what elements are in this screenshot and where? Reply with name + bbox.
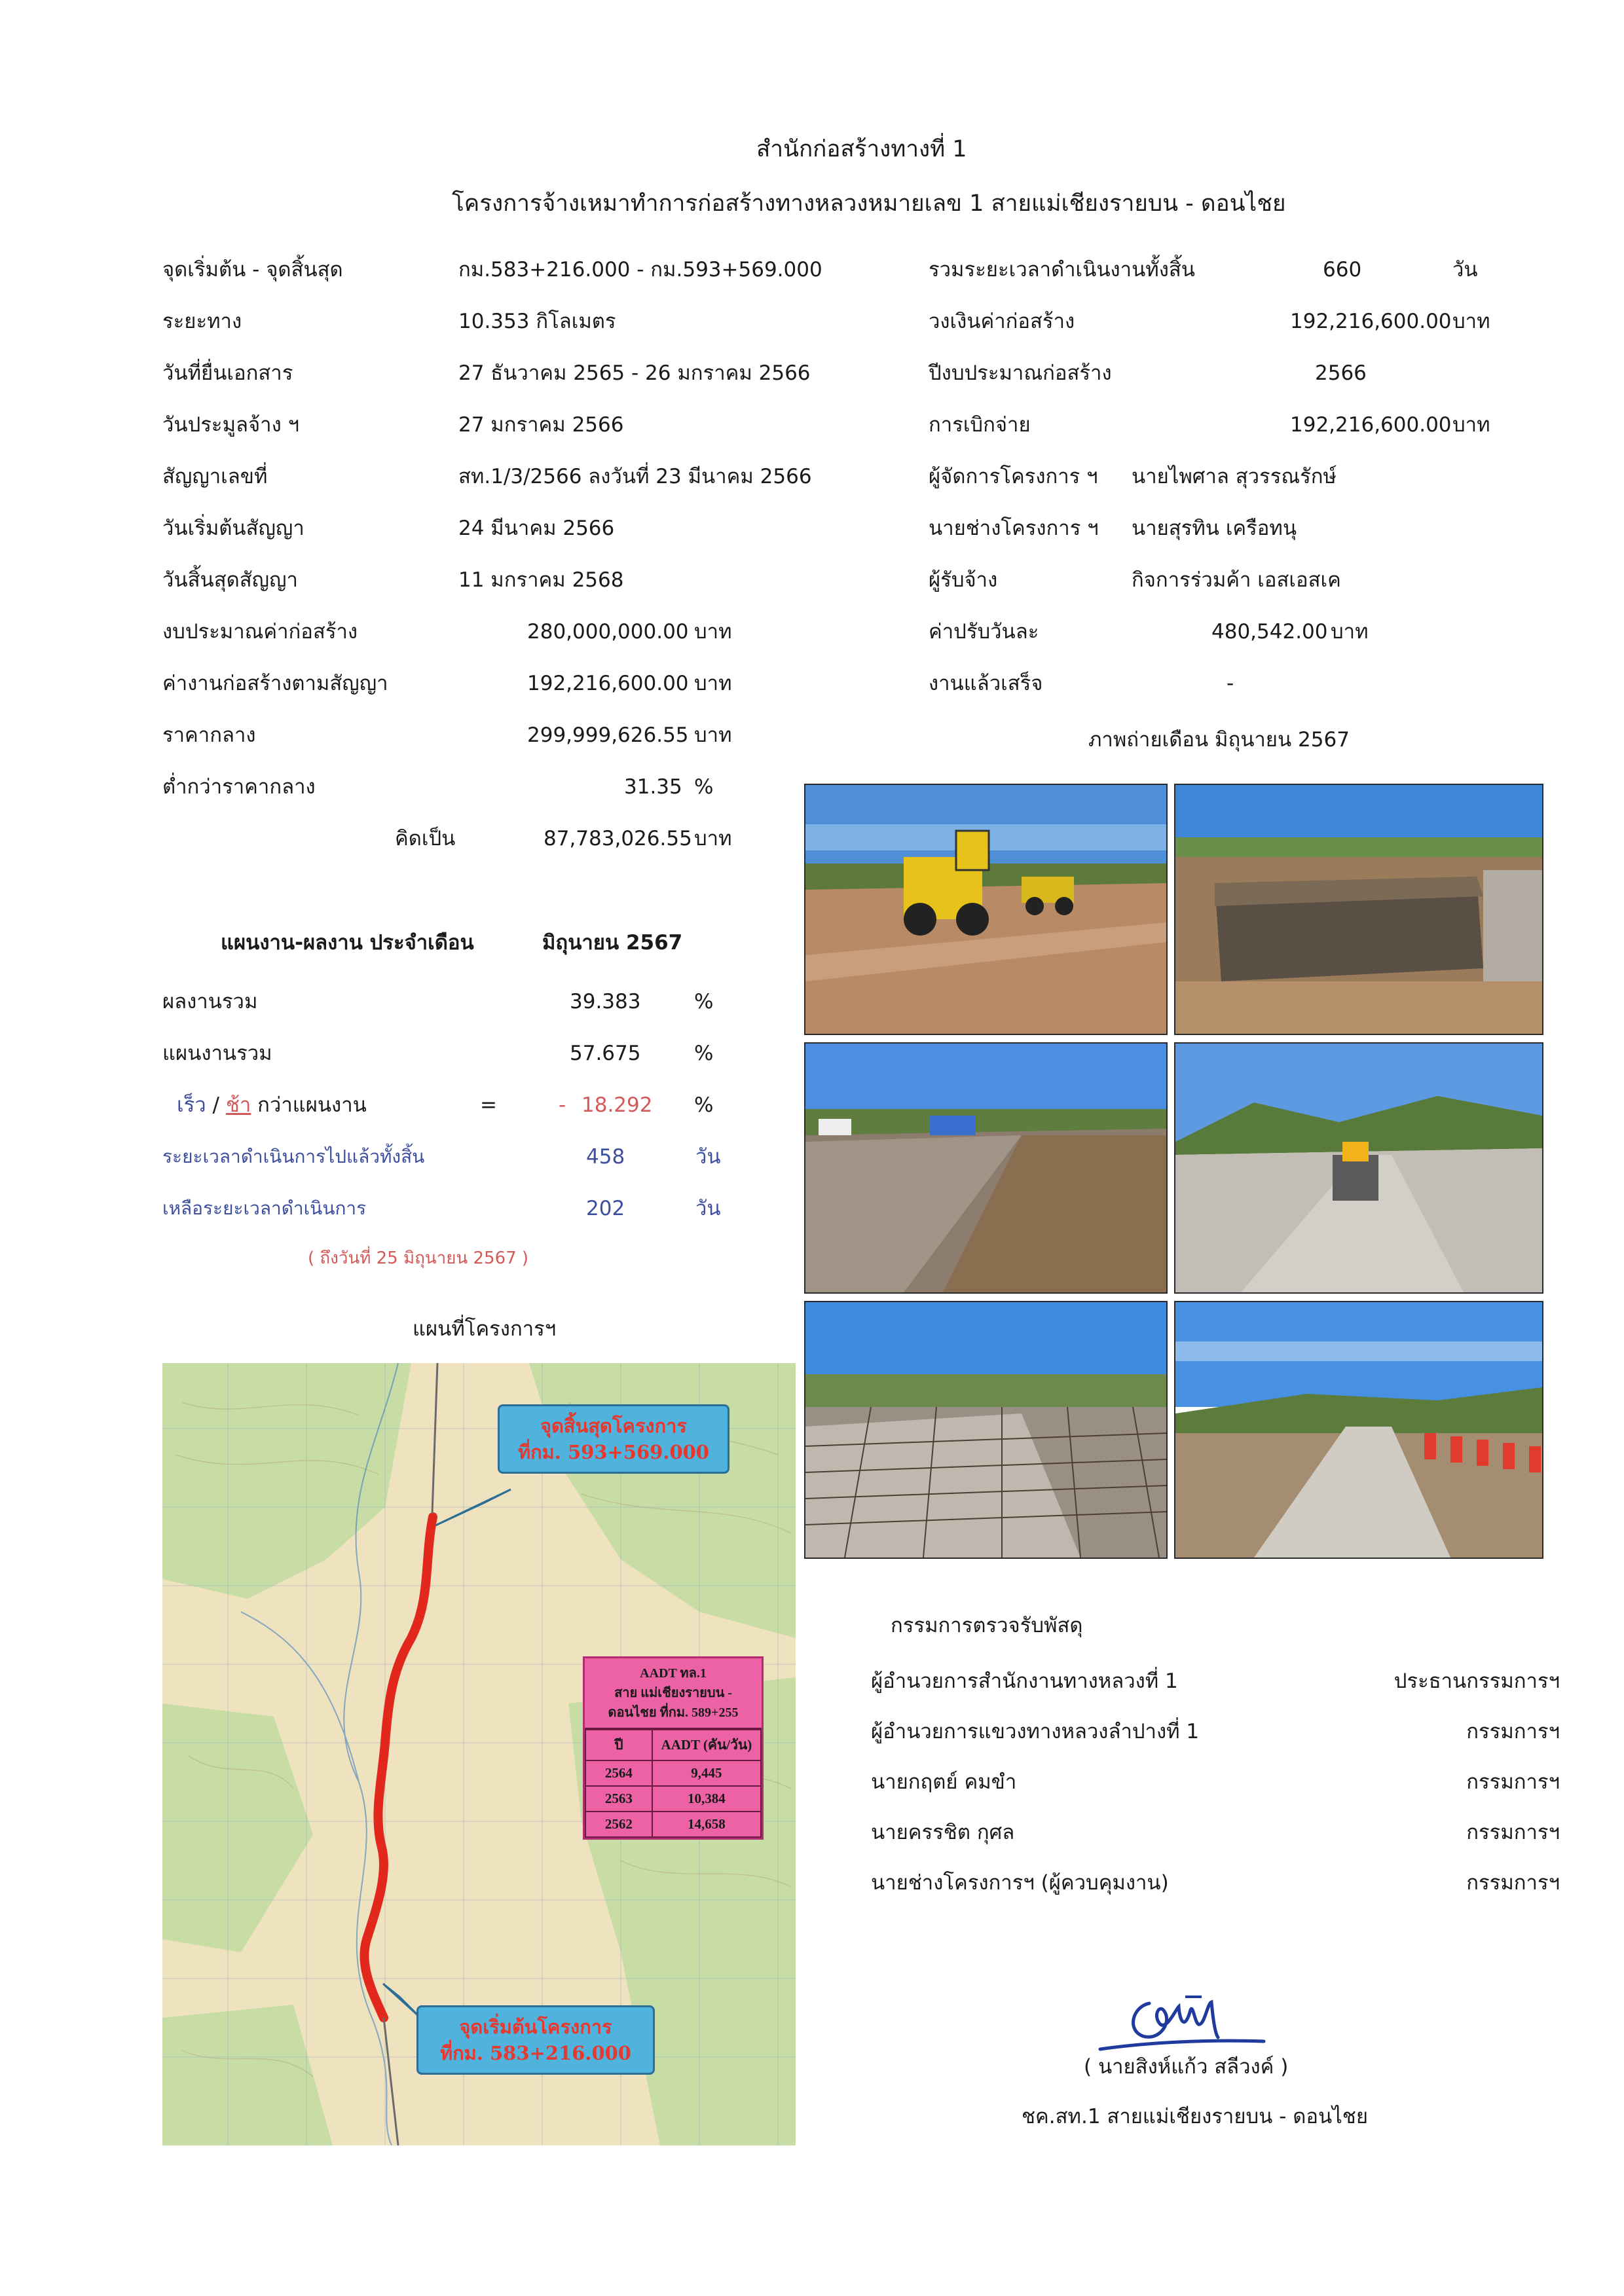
start-point-callout <box>416 2005 655 2075</box>
aadt-value: 14,658 <box>652 1812 761 1837</box>
slow-label: ช้า <box>225 1093 251 1117</box>
aadt-year: 2562 <box>585 1812 652 1837</box>
start-callout-line1: จุดเริ่มต้นโครงการ <box>459 2016 612 2038</box>
info-label: ผู้จัดการโครงการ ฯ <box>929 465 1098 488</box>
info-label: ผู้รับจ้าง <box>929 568 998 592</box>
budget-value: 31.35 <box>624 775 682 799</box>
signatory-name: ( นายสิงห์แก้ว สลีวงค์ ) <box>1084 2055 1289 2079</box>
signature-mark <box>1087 1977 1277 2062</box>
info-unit: วัน <box>1452 258 1478 282</box>
info-value: - <box>1227 672 1234 695</box>
info-label: วันเริ่มต้นสัญญา <box>162 517 304 540</box>
aadt-value: 9,445 <box>652 1760 761 1786</box>
info-value: 480,542.00 <box>1211 620 1328 644</box>
aadt-title-line2: สาย แม่เชียงรายบน - <box>614 1686 732 1700</box>
progress-month: มิถุนายน 2567 <box>542 931 683 955</box>
budget-unit: บาท <box>694 620 732 644</box>
aadt-value: 10,384 <box>652 1786 761 1812</box>
progress-unit: % <box>694 990 714 1013</box>
end-callout-line1: จุดสิ้นสุดโครงการ <box>540 1415 687 1437</box>
project-title: โครงการจ้างเหมาทำการก่อสร้างทางหลวงหมายเลข 1 สายแม่เชียงรายบน - ดอนไชย <box>452 191 1286 217</box>
info-value: สท.1/3/2566 ลงวันที่ 23 มีนาคม 2566 <box>458 465 812 488</box>
progress-label: ผลงานรวม <box>162 990 258 1013</box>
progress-label: แผนงานรวม <box>162 1042 272 1065</box>
info-value: 27 มกราคม 2566 <box>458 413 624 437</box>
elapsed-unit: วัน <box>695 1145 721 1169</box>
diff-unit: % <box>694 1093 714 1117</box>
info-value: 24 มีนาคม 2566 <box>458 517 615 540</box>
info-label: นายช่างโครงการ ฯ <box>929 517 1099 540</box>
diff-sign: - <box>559 1093 566 1117</box>
progress-title: แผนงาน-ผลงาน ประจำเดือน <box>221 931 474 955</box>
committee-member-name: นายครรชิต กุศล <box>871 1821 1015 1844</box>
budget-unit: บาท <box>694 827 732 850</box>
info-value: 27 ธันวาคม 2565 - 26 มกราคม 2566 <box>458 361 811 385</box>
remaining-value: 202 <box>586 1197 625 1220</box>
budget-label: งบประมาณค่าก่อสร้าง <box>162 620 358 644</box>
committee-member-role: กรรมการฯ <box>1466 1770 1560 1794</box>
aadt-header-year: ปี <box>585 1730 652 1760</box>
diff-value: 18.292 <box>581 1093 653 1117</box>
as-of-date: ( ถึงวันที่ 25 มิถุนายน 2567 ) <box>308 1248 529 1268</box>
info-unit: บาท <box>1452 413 1490 437</box>
budget-unit: % <box>694 775 714 799</box>
committee-member-role: กรรมการฯ <box>1466 1720 1560 1743</box>
committee-member-name: ผู้อำนวยการแขวงทางหลวงลำปางที่ 1 <box>871 1720 1200 1743</box>
info-label: ระยะทาง <box>162 310 242 333</box>
info-label: สัญญาเลขที่ <box>162 465 268 488</box>
info-value: 11 มกราคม 2568 <box>458 568 624 592</box>
info-label: รวมระยะเวลาดำเนินงานทั้งสิ้น <box>929 258 1195 282</box>
info-label: งานแล้วเสร็จ <box>929 672 1043 695</box>
diff-separator: / <box>212 1093 219 1117</box>
progress-unit: % <box>694 1042 714 1065</box>
signatory-position: ชค.สท.1 สายแม่เชียงรายบน - ดอนไชย <box>1022 2105 1368 2128</box>
info-label: ค่าปรับวันละ <box>929 620 1039 644</box>
info-label: ปีงบประมาณก่อสร้าง <box>929 361 1112 385</box>
map-title: แผนที่โครงการฯ <box>413 1317 557 1341</box>
aadt-year: 2563 <box>585 1786 652 1812</box>
info-value: 10.353 กิโลเมตร <box>458 310 616 333</box>
aadt-title-line1: AADT ทล.1 <box>640 1666 707 1681</box>
budget-unit: บาท <box>694 723 732 747</box>
aadt-table <box>583 1656 764 1840</box>
info-value: กิจการร่วมค้า เอสเอสเค <box>1132 568 1341 592</box>
committee-member-name: ผู้อำนวยการสำนักงานทางหลวงที่ 1 <box>871 1669 1178 1693</box>
info-label: วันประมูลจ้าง ฯ <box>162 413 299 437</box>
office-title: สำนักก่อสร้างทางที่ 1 <box>756 136 967 162</box>
budget-value: 192,216,600.00 <box>527 672 689 695</box>
aadt-title <box>585 1658 762 1729</box>
budget-label: คิดเป็น <box>395 827 456 850</box>
info-value: นายสุรทิน เครือทนุ <box>1132 517 1297 540</box>
committee-member-name: นายกฤตย์ คมขำ <box>871 1770 1017 1794</box>
progress-value: 39.383 <box>570 990 641 1013</box>
diff-label-rest: กว่าแผนงาน <box>257 1093 367 1117</box>
info-unit: บาท <box>1452 310 1490 333</box>
info-value: 192,216,600.00 <box>1290 413 1452 437</box>
diff-equals: = <box>480 1093 497 1117</box>
budget-value: 87,783,026.55 <box>544 827 692 850</box>
end-point-callout <box>498 1404 729 1474</box>
budget-value: 280,000,000.00 <box>527 620 689 644</box>
committee-member-role: กรรมการฯ <box>1466 1871 1560 1895</box>
info-label: จุดเริ่มต้น - จุดสิ้นสุด <box>162 258 343 282</box>
committee-member-role: กรรมการฯ <box>1466 1821 1560 1844</box>
info-label: วันสิ้นสุดสัญญา <box>162 568 298 592</box>
committee-member-role: ประธานกรรมการฯ <box>1393 1669 1560 1693</box>
budget-label: ราคากลาง <box>162 723 256 747</box>
fast-label: เร็ว <box>177 1093 206 1117</box>
info-value: 2566 <box>1315 361 1367 385</box>
progress-value: 57.675 <box>570 1042 641 1065</box>
committee-member-name: นายช่างโครงการฯ (ผู้ควบคุมงาน) <box>871 1871 1169 1895</box>
photo-caption: ภาพถ่ายเดือน มิถุนายน 2567 <box>1088 728 1350 752</box>
info-value: 660 <box>1323 258 1362 282</box>
info-unit: บาท <box>1331 620 1369 644</box>
info-label: วงเงินค่าก่อสร้าง <box>929 310 1075 333</box>
info-label: วันที่ยื่นเอกสาร <box>162 361 293 385</box>
info-value: กม.583+216.000 - กม.593+569.000 <box>458 258 822 282</box>
remaining-label: เหลือระยะเวลาดำเนินการ <box>162 1197 367 1219</box>
end-callout-line2: ที่กม. 593+569.000 <box>518 1441 709 1463</box>
info-value: นายไพศาล สุวรรณรักษ์ <box>1132 465 1337 488</box>
budget-value: 299,999,626.55 <box>527 723 689 747</box>
budget-label: ต่ำกว่าราคากลาง <box>162 775 316 799</box>
info-label: การเบิกจ่าย <box>929 413 1031 437</box>
aadt-title-line3: ดอนไชย ที่กม. 589+255 <box>608 1705 739 1720</box>
elapsed-value: 458 <box>586 1145 625 1169</box>
budget-unit: บาท <box>694 672 732 695</box>
elapsed-label: ระยะเวลาดำเนินการไปแล้วทั้งสิ้น <box>162 1146 425 1167</box>
info-value: 192,216,600.00 <box>1290 310 1452 333</box>
start-callout-line2: ที่กม. 583+216.000 <box>440 2042 631 2064</box>
committee-title: กรรมการตรวจรับพัสดุ <box>891 1614 1083 1637</box>
budget-label: ค่างานก่อสร้างตามสัญญา <box>162 672 388 695</box>
aadt-header-value: AADT (คัน/วัน) <box>652 1730 761 1760</box>
remaining-unit: วัน <box>695 1197 721 1220</box>
aadt-year: 2564 <box>585 1760 652 1786</box>
